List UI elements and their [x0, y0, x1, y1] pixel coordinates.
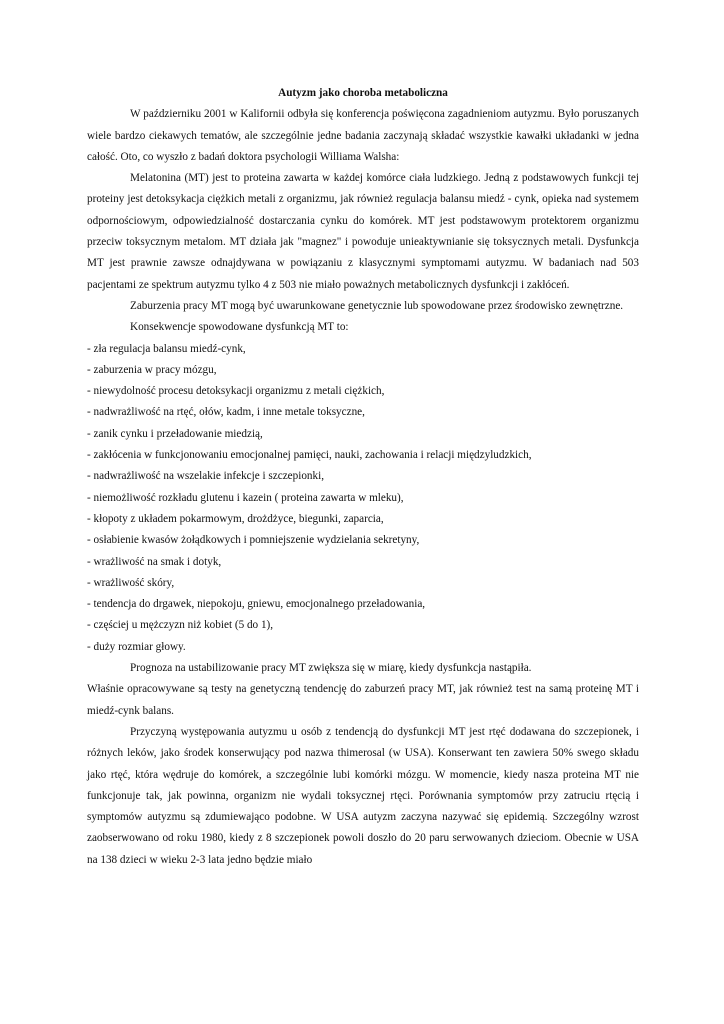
- intro-paragraph: W październiku 2001 w Kalifornii odbyła się konferencja poświęcona zagadnieniom autyzmu. Było poruszanych wiele bardzo ciekawych tematów, ale szczególnie jedne badania zaczynają składać wszystkie kawałki układanki w jedna całość. Oto, co wyszło z badań doktora psychologii Williama Walsha:: [87, 108, 639, 163]
- list-item: - zaburzenia w pracy mózgu,: [87, 363, 217, 376]
- list-item: - niemożliwość rozkładu glutenu i kazein ( proteina zawarta w mleku),: [87, 491, 404, 504]
- list-item: - częściej u mężczyzn niż kobiet (5 do 1),: [87, 619, 274, 632]
- tests-paragraph: Właśnie opracowywane są testy na genetyczną tendencję do zaburzeń pracy MT, jak również test na samą proteinę MT i miedź-cynk balans.: [87, 683, 639, 717]
- list-item: - zakłócenia w funkcjonowaniu emocjonalnej pamięci, nauki, zachowania i relacji międzyludzkich,: [87, 449, 532, 462]
- list-item: - nadwrażliwość na wszelakie infekcje i szczepionki,: [87, 470, 325, 483]
- melatonin-paragraph: Melatonina (MT) jest to proteina zawarta w każdej komórce ciała ludzkiego. Jedną z podstawowych funkcji tej proteiny jest detoksykacja ciężkich metali z organizmu, jak również regulacja balansu miedź - cynk, opieka nad systemem odpornościowym, odpowiedzialność dostarczania cynku do komórek. MT jest podstawowym protektorem organizmu przeciw toksycznym metalom. MT działa jak "magnez" i powoduje unieaktywnianie się toksycznych metali. Dysfunkcja MT jest prawnie zawsze odnajdywana w powiązaniu z klasycznymi symptomami autyzmu. W badaniach nad 503 pacjentami ze spektrum autyzmu tylko 4 z 503 nie miało poważnych metabolicznych dysfunkcji i zakłóceń.: [87, 172, 639, 291]
- consequences-list: [87, 339, 639, 658]
- disorders-paragraph: Zaburzenia pracy MT mogą być uwarunkowane genetycznie lub spowodowane przez środowisko zewnętrzne.: [130, 299, 624, 312]
- list-item: - zła regulacja balansu miedź-cynk,: [87, 342, 246, 355]
- consequences-intro: Konsekwencje spowodowane dysfunkcją MT to:: [130, 321, 349, 334]
- list-item: - osłabienie kwasów żołądkowych i pomniejszenie wydzielania sekretyny,: [87, 534, 420, 547]
- cause-paragraph: Przyczyną występowania autyzmu u osób z tendencją do dysfunkcji MT jest rtęć dodawana do szczepionek, i różnych leków, jako środek konserwujący pod nazwa thimerosal (w USA). Konserwant ten zawiera 50% swego składu jako rtęć, która wędruje do komórek, a szczególnie lubi komórki mózgu. W momencie, kiedy nasza proteina MT nie funkcjonuje tak, jak powinna, organizm nie wydali toksycznej rtęci. Porównania symptomów przy zatruciu rtęcią i symptomów autyzmu są zdumiewająco podobne. W USA autyzm zaczyna nazywać się epidemią. Szczególny wzrost zaobserwowano od roku 1980, kiedy z 8 szczepionek powoli doszło do 20 paru serwowanych dzieciom. Obecnie w USA na 138 dzieci w wieku 2-3 lata jedno będzie miało: [87, 725, 639, 866]
- list-item: - wrażliwość skóry,: [87, 576, 175, 589]
- list-item: - tendencja do drgawek, niepokoju, gniewu, emocjonalnego przeładowania,: [87, 598, 426, 611]
- list-item: - nadwrażliwość na rtęć, ołów, kadm, i inne metale toksyczne,: [87, 406, 365, 419]
- prognosis-paragraph: Prognoza na ustabilizowanie pracy MT zwiększa się w miarę, kiedy dysfunkcja nastąpiła.: [130, 662, 532, 675]
- list-item: - wrażliwość na smak i dotyk,: [87, 555, 222, 568]
- document-page: [87, 83, 639, 871]
- list-item: - kłopoty z układem pokarmowym, drożdżyce, biegunki, zaparcia,: [87, 512, 384, 525]
- document-title: Autyzm jako choroba metaboliczna: [278, 87, 448, 99]
- list-item: - duży rozmiar głowy.: [87, 640, 186, 653]
- list-item: - niewydolność procesu detoksykacji organizmu z metali ciężkich,: [87, 385, 385, 398]
- list-item: - zanik cynku i przeładowanie miedzią,: [87, 427, 263, 440]
